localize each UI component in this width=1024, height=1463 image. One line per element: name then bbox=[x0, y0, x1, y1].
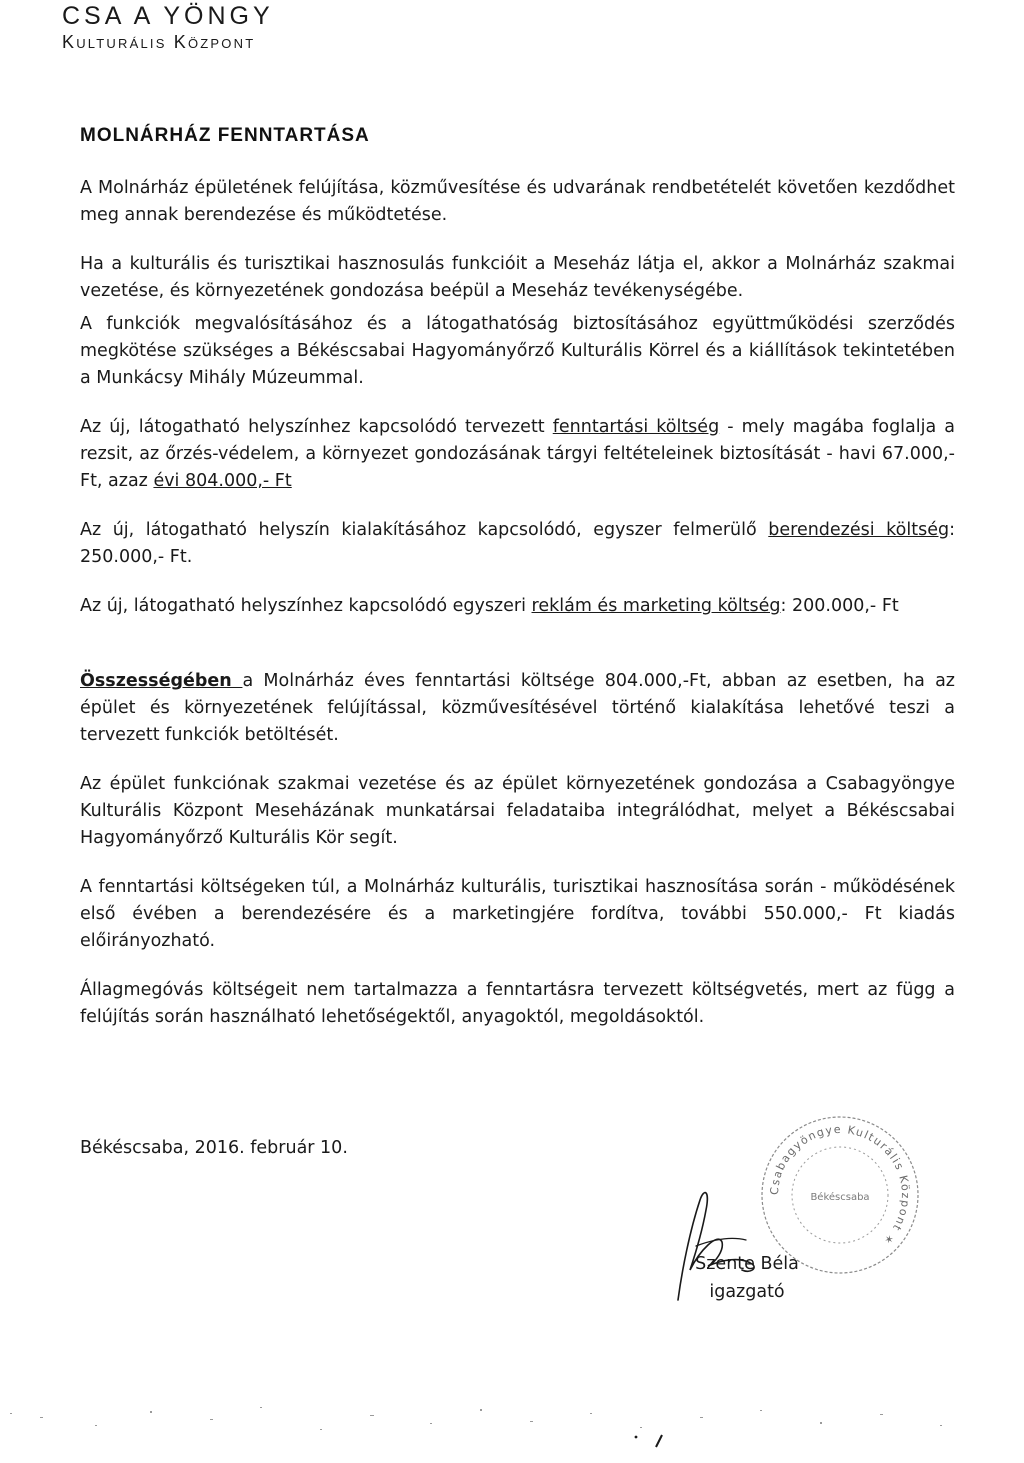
place-date: Békéscsaba, 2016. február 10. bbox=[80, 1138, 348, 1158]
paragraph-meseház-function: Ha a kulturális és turisztikai hasznosulás funkcióit a Meseház látja el, akkor a Molnárház szakmai vezetése, és környezetének gondozása beépül a Meseház tevékenységébe. bbox=[80, 254, 955, 301]
letterhead-org-subtitle: Kulturális Központ bbox=[62, 32, 256, 52]
paragraph-additional-cost: A fenntartási költségeken túl, a Molnárház kulturális, turisztikai hasznosítása során - működésének első évében a berendezésére és a marketingjére fordítva, további 550.000,- Ft kiadás előirányozható. bbox=[80, 877, 955, 951]
signer-title: igazgató bbox=[709, 1282, 785, 1302]
text-segment: Az új, látogatható helyszínhez kapcsolódó tervezett bbox=[80, 417, 553, 437]
text-segment: Az új, látogatható helyszín kialakításához kapcsolódó, egyszer felmerülő bbox=[80, 520, 769, 540]
document-body bbox=[80, 175, 955, 1031]
signer-name: Szente Béla bbox=[695, 1254, 799, 1274]
section-heading: MOLNÁRHÁZ FENNTARTÁSA bbox=[80, 125, 370, 146]
paragraph-maintenance-cost bbox=[80, 414, 955, 495]
paragraph-marketing-cost bbox=[80, 593, 955, 620]
underlined-maintenance-cost: fenntartási költség bbox=[552, 417, 720, 437]
letterhead bbox=[60, 0, 480, 60]
svg-text:Csabagyöngye Kulturális Közpon: Csabagyöngye Kulturális Központ ✶ bbox=[767, 1122, 913, 1248]
paragraph-preservation: Állagmegóvás költségeit nem tartalmazza a fenntartásra tervezett költségvetés, mert az függ a felújítás során használható lehetőségektől, anyagoktól, megoldásoktól. bbox=[80, 980, 955, 1027]
svg-text:Békéscsaba: Békéscsaba bbox=[810, 1192, 870, 1203]
text-segment: : 250.000,- Ft. bbox=[80, 520, 955, 567]
paragraph-renovation: A Molnárház épületének felújítása, közművesítése és udvarának rendbetételét követően kezdődhet meg annak berendezése és működtetése. bbox=[80, 178, 955, 225]
paragraph-summary bbox=[80, 668, 955, 749]
summary-label: Összességében bbox=[80, 671, 243, 691]
text-segment: Az új, látogatható helyszínhez kapcsolódó egyszeri bbox=[80, 596, 532, 616]
scan-noise-decoration bbox=[0, 1395, 1024, 1463]
paragraph-staff: Az épület funkciónak szakmai vezetése és az épület környezetének gondozása a Csabagyöngye Kulturális Központ Meseházának munkatársai feladataiba integrálódhat, melyet a Békéscsabai Hagyományőrző Kulturális Kör segít. bbox=[80, 774, 955, 848]
text-segment: - mely magába foglalja a rezsit, az őrzés-védelem, a környezet gondozásának tárgyi feltételeinek biztosítását - havi 67.000,- Ft, azaz bbox=[80, 417, 955, 491]
text-segment: a Molnárház éves fenntartási költsége 804.000,-Ft, abban az esetben, ha az épület és környezetének felújítással, közművesítésével történő kialakítása lehetővé teszi a tervezett funkciók betöltését. bbox=[80, 671, 955, 745]
paragraph-cooperation: A funkciók megvalósításához és a látogathatóság biztosításához együttműködési szerződés megkötése szükséges a Békéscsabai Hagyományőrző Kulturális Körrel és a kiállítások tekintetében a Munkácsy Mihály Múzeummal. bbox=[80, 314, 955, 388]
signer-block bbox=[682, 1250, 812, 1306]
paragraph-furnishing-cost bbox=[80, 517, 955, 571]
letterhead-org-name: CSA A YÖNGY bbox=[62, 2, 274, 30]
text-segment: : 200.000,- Ft bbox=[780, 596, 899, 616]
underlined-marketing-cost: reklám és marketing költség bbox=[531, 596, 781, 616]
underlined-annual-total: évi 804.000,- Ft bbox=[153, 471, 292, 491]
underlined-furnishing-cost: berendezési költség bbox=[768, 520, 950, 540]
